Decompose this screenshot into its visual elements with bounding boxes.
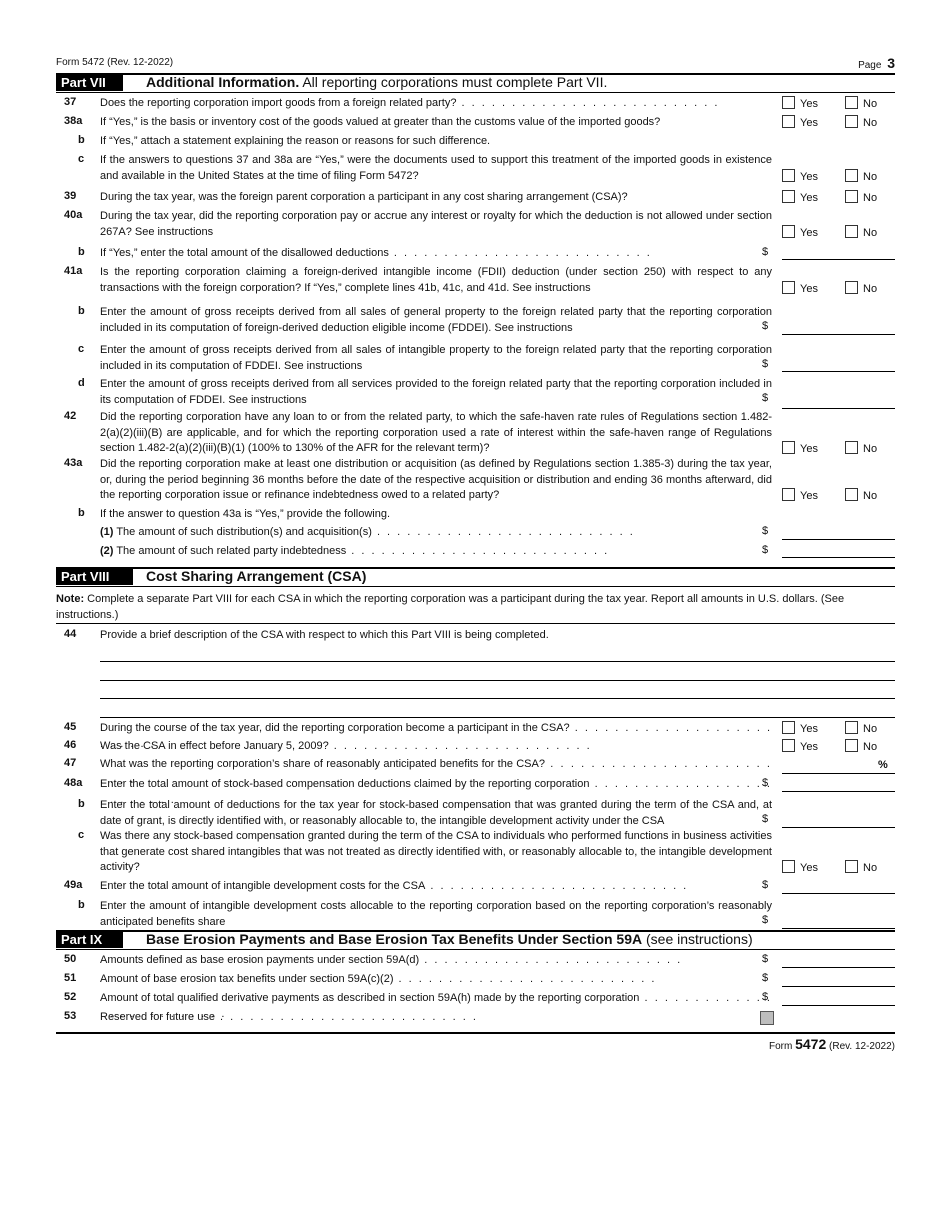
q41a-no[interactable]: No bbox=[845, 281, 877, 295]
page-number: 3 bbox=[887, 55, 895, 71]
q43a-text: Did the reporting corporation make at least one distribution or acquisition (as defined by Regulations section 1.385-3) during the tax year, or, during the period beginning 36 months before the date of the respective acquisition or distribution and ending 36 months afterward, did the reporting corporation issue or refinance indebtedness owed to a related party? bbox=[100, 458, 772, 501]
part-vii-title: Additional Information. All reporting corporations must complete Part VII. bbox=[146, 74, 608, 90]
form-revision: Form 5472 (Rev. 12-2022) bbox=[56, 57, 174, 68]
q42-no[interactable]: No bbox=[845, 441, 877, 455]
q49a-amount-field[interactable] bbox=[782, 893, 895, 894]
q37-text: Does the reporting corporation import goods from a foreign related party? . . bbox=[100, 96, 772, 112]
q40a-text: During the tax year, did the reporting corporation pay or accrue any interest or royalty for which the deduction is not allowed under section 267A? See instructions bbox=[100, 210, 772, 238]
q46-no[interactable]: No bbox=[845, 739, 877, 753]
q39-text: During the tax year, was the foreign parent corporation a participant in any cost sharing arrangement (CSA)? bbox=[100, 191, 628, 203]
q53-text: Reserved for future use . . bbox=[100, 1010, 772, 1026]
q43b1-text: (1) The amount of such distribution(s) and acquisition(s) . . bbox=[100, 525, 772, 541]
part-ix-title: Base Erosion Payments and Base Erosion Tax Benefits Under Section 59A (see instructions) bbox=[146, 931, 753, 947]
checkbox[interactable] bbox=[845, 721, 858, 734]
q45-yes[interactable]: Yes bbox=[782, 721, 818, 735]
q51-text: Amount of base erosion tax benefits under section 59A(c)(2) . . bbox=[100, 972, 772, 988]
q44-line[interactable] bbox=[100, 698, 895, 699]
q48b-text: Enter the total amount of deductions for the tax year for stock-based compensation that was granted during the term of the CSA and, at date of grant, is directly identified with, or reasonably allocable to, the intangible development activity under the CSA bbox=[100, 799, 772, 827]
q43a-yes[interactable]: Yes bbox=[782, 488, 818, 502]
q41a-yes[interactable]: Yes bbox=[782, 281, 818, 295]
checkbox[interactable] bbox=[845, 96, 858, 109]
checkbox[interactable] bbox=[845, 281, 858, 294]
part-ix-label: Part IX bbox=[56, 931, 123, 948]
q44-line[interactable] bbox=[100, 661, 895, 662]
q41a-text: Is the reporting corporation claiming a foreign-derived intangible income (FDII) deduction (under section 250) with respect to any transactions with the foreign corporation? If “Yes,” complete lines 41b, 41c, and 41d. See instructions bbox=[100, 266, 772, 294]
part-viii-note: Note: Complete a separate Part VIII for each CSA in which the reporting corporation was a participant during the tax year. Report all amounts in U.S. dollars. (See instructions.) bbox=[56, 593, 845, 621]
checkbox[interactable] bbox=[782, 281, 795, 294]
q52-amount-field[interactable] bbox=[782, 1005, 895, 1006]
q44-line[interactable] bbox=[100, 680, 895, 681]
q40a-no[interactable]: No bbox=[845, 225, 877, 239]
q46-text: Was the CSA in effect before January 5, 2009? . . bbox=[100, 739, 772, 755]
q46-yes[interactable]: Yes bbox=[782, 739, 818, 753]
checkbox[interactable] bbox=[845, 225, 858, 238]
q40b-text: If “Yes,” enter the total amount of the disallowed deductions . . bbox=[100, 246, 772, 262]
checkbox[interactable] bbox=[845, 115, 858, 128]
q45-text: During the course of the tax year, did the reporting corporation become a participant in the CSA? . . bbox=[100, 721, 772, 752]
checkbox[interactable] bbox=[845, 169, 858, 182]
q48c-text: Was there any stock-based compensation granted during the term of the CSA to individuals who performed functions in business activities that generate cost shared intangibles that was not treated as directly identified with, or reasonably allocable to, the intangible development activity? bbox=[100, 830, 772, 873]
page-indicator: Page 3 bbox=[858, 55, 895, 71]
q47-text: What was the reporting corporation’s share of reasonably anticipated benefits for the CSA? . . bbox=[100, 757, 772, 788]
q45-no[interactable]: No bbox=[845, 721, 877, 735]
q43b2-amount-field[interactable] bbox=[782, 557, 895, 558]
q43b-text: If the answer to question 43a is “Yes,” provide the following. bbox=[100, 508, 391, 520]
q52-text: Amount of total qualified derivative payments as described in section 59A(h) made by the reporting corporation . . bbox=[100, 991, 772, 1022]
checkbox[interactable] bbox=[782, 860, 795, 873]
q44-text: Provide a brief description of the CSA with respect to which this Part VIII is being completed. bbox=[100, 629, 549, 641]
q38c-no[interactable]: No bbox=[845, 169, 877, 183]
q49b-text: Enter the amount of intangible development costs allocable to the reporting corporation based on the reporting corporation’s reasonably anticipated benefits share bbox=[100, 900, 772, 928]
q44-line[interactable] bbox=[100, 717, 895, 718]
q38a-yes[interactable]: Yes bbox=[782, 115, 818, 129]
q41d-amount-field[interactable] bbox=[782, 408, 895, 409]
part-viii-title: Cost Sharing Arrangement (CSA) bbox=[146, 568, 367, 584]
checkbox[interactable] bbox=[782, 441, 795, 454]
q48c-no[interactable]: No bbox=[845, 860, 877, 874]
q41c-text: Enter the amount of gross receipts derived from all sales of intangible property to the foreign related party that the reporting corporation included in its computation of FDDEI. See instructions bbox=[100, 344, 772, 372]
q39-yes[interactable]: Yes bbox=[782, 190, 818, 204]
q43a-no[interactable]: No bbox=[845, 488, 877, 502]
q48c-yes[interactable]: Yes bbox=[782, 860, 818, 874]
q51-amount-field[interactable] bbox=[782, 986, 895, 987]
checkbox[interactable] bbox=[782, 169, 795, 182]
checkbox[interactable] bbox=[845, 190, 858, 203]
q49b-amount-field[interactable] bbox=[782, 928, 895, 929]
checkbox[interactable] bbox=[782, 225, 795, 238]
q37-no[interactable]: No bbox=[845, 96, 877, 110]
q41b-amount-field[interactable] bbox=[782, 334, 895, 335]
q37-yes[interactable]: Yes bbox=[782, 96, 818, 110]
checkbox[interactable] bbox=[782, 721, 795, 734]
q38c-yes[interactable]: Yes bbox=[782, 169, 818, 183]
q48b-amount-field[interactable] bbox=[782, 827, 895, 828]
q41c-amount-field[interactable] bbox=[782, 371, 895, 372]
q48a-text: Enter the total amount of stock-based compensation deductions claimed by the reporting corporation . . bbox=[100, 777, 772, 808]
q53-reserved-box bbox=[760, 1011, 779, 1026]
q38a-no[interactable]: No bbox=[845, 115, 877, 129]
q39-no[interactable]: No bbox=[845, 190, 877, 204]
q50-text: Amounts defined as base erosion payments under section 59A(d) . . bbox=[100, 953, 772, 969]
q43b2-text: (2) The amount of such related party indebtedness . . bbox=[100, 544, 772, 560]
q40a-yes[interactable]: Yes bbox=[782, 225, 818, 239]
q47-percent-field[interactable] bbox=[782, 773, 895, 774]
checkbox[interactable] bbox=[782, 190, 795, 203]
checkbox[interactable] bbox=[845, 739, 858, 752]
form-footer: Form 5472 (Rev. 12-2022) bbox=[768, 1036, 895, 1052]
q48a-amount-field[interactable] bbox=[782, 791, 895, 792]
checkbox[interactable] bbox=[782, 488, 795, 501]
part-viii-label: Part VIII bbox=[56, 568, 133, 585]
q41d-text: Enter the amount of gross receipts derived from all services provided to the foreign related party that the reporting corporation included in its computation of FDDEI. See instructions bbox=[100, 378, 772, 406]
q38c-text: If the answers to questions 37 and 38a are “Yes,” were the documents used to support this treatment of the imported goods in existence and available in the United States at the time of filing Form 5472? bbox=[100, 154, 772, 182]
checkbox[interactable] bbox=[845, 441, 858, 454]
q41b-text: Enter the amount of gross receipts derived from all sales of general property to the foreign related party that the reporting corporation included in its computation of foreign-derived deduction eligible income (FDDEI). See instructions bbox=[100, 306, 772, 334]
checkbox[interactable] bbox=[845, 488, 858, 501]
q50-amount-field[interactable] bbox=[782, 967, 895, 968]
q42-text: Did the reporting corporation have any loan to or from the related party, to which the safe-haven rate rules of Regulations section 1.482-2(a)(2)(iii)(B) are applicable, and for which the reporting corporation used a rate of interest within the safe-haven range of Regulations section 1.482-2(a)(2)(iii)(B)(1) (100% to 130% of the AFR for the relevant term)? bbox=[100, 411, 772, 454]
checkbox[interactable] bbox=[845, 860, 858, 873]
q40b-amount-field[interactable] bbox=[782, 259, 895, 260]
q43b1-amount-field[interactable] bbox=[782, 539, 895, 540]
q42-yes[interactable]: Yes bbox=[782, 441, 818, 455]
checkbox[interactable] bbox=[782, 115, 795, 128]
checkbox[interactable] bbox=[782, 96, 795, 109]
part-vii-label: Part VII bbox=[56, 74, 123, 91]
q38b-text: If “Yes,” attach a statement explaining the reason or reasons for such difference. bbox=[100, 135, 491, 147]
q38a-text: If “Yes,” is the basis or inventory cost of the goods valued at greater than the customs value of the imported goods? bbox=[100, 116, 661, 128]
checkbox[interactable] bbox=[782, 739, 795, 752]
q49a-text: Enter the total amount of intangible development costs for the CSA . . bbox=[100, 879, 772, 895]
